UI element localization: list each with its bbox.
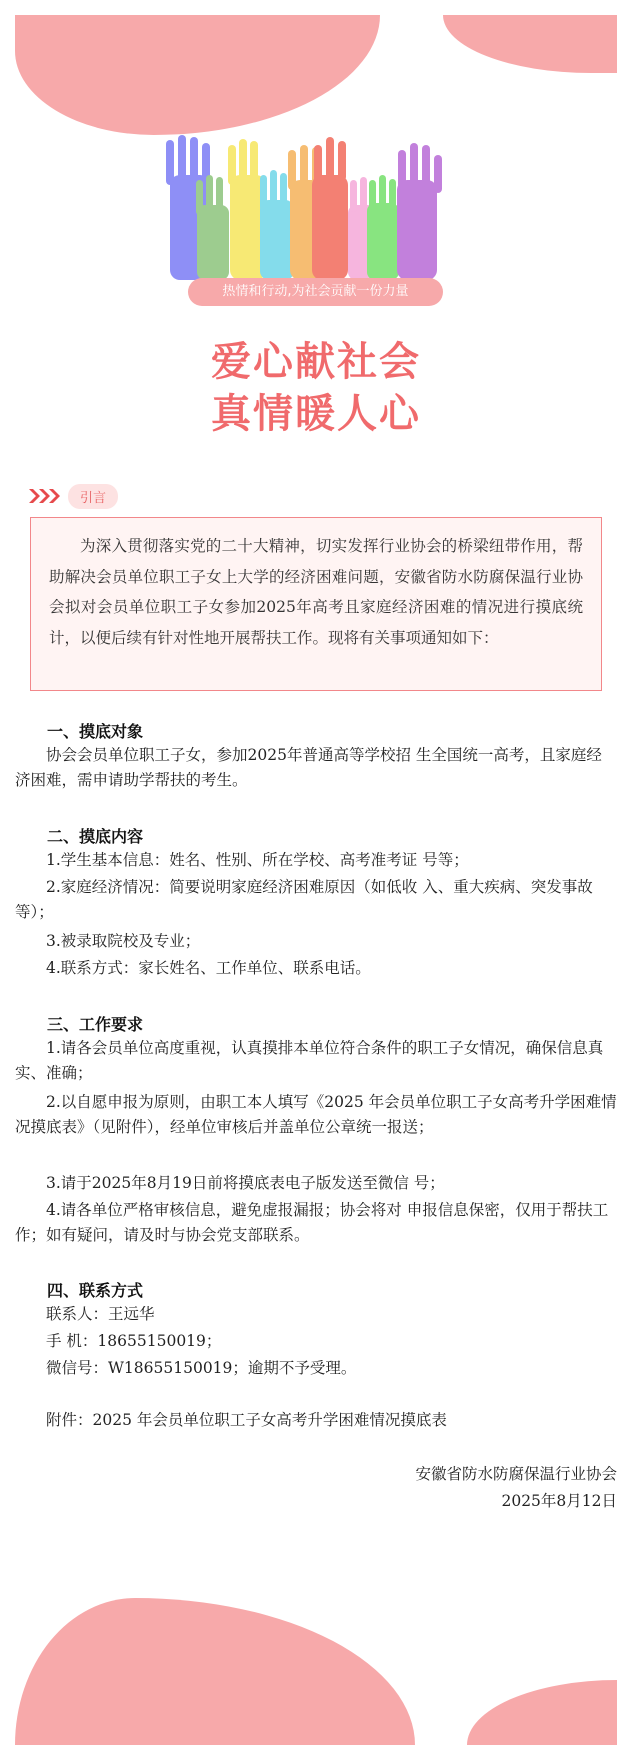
section-paragraph: 2.家庭经济情况：简要说明家庭经济困难原因（如低收 入、重大疾病、突发事故等）； (15, 878, 593, 921)
signature-date: 2025年8月12日 (501, 1492, 617, 1510)
contact-name: 联系人：王远华 (46, 1305, 155, 1323)
section-title-requirements: 三、工作要求 (47, 1015, 144, 1034)
section-paragraph: 2.以自愿申报为原则，由职工本人填写《2025 年会员单位职工子女高考升学困难情况摸底表》（见附件），经单位审核后并盖单位公章统一报送； (15, 1093, 617, 1136)
section-paragraph: 3.被录取院校及专业； (46, 932, 201, 950)
section-title-content: 二、摸底内容 (47, 827, 144, 846)
bottom-right-blob (467, 1680, 617, 1745)
attachment-note: 附件：2025 年会员单位职工子女高考升学困难情况摸底表 (46, 1411, 447, 1429)
contact-phone: 手 机：18655150019； (46, 1332, 222, 1350)
intro-tag: 引言 (68, 484, 118, 509)
section-paragraph: 4.联系方式：家长姓名、工作单位、联系电话。 (46, 959, 371, 977)
headline-line-2: 真情暖人心 (211, 391, 421, 437)
intro-text: 为深入贯彻落实党的二十大精神，切实发挥行业协会的桥梁纽带作用，帮助解决会员单位职工子女上大学的经济困难问题，安徽省防水防腐保温行业协会拟对会员单位职工子女参加2025年高考且家庭经济困难的情况进行摸底统计，以便后续有针对性地开展帮扶工作。现将有关事项通知如下： (49, 537, 583, 647)
section-paragraph: 3.请于2025年8月19日前将摸底表电子版发送至微信 号； (46, 1174, 445, 1192)
headline-line-1: 爱心献社会 (211, 339, 421, 385)
section-paragraph: 4.请各单位严格审核信息，避免虚报漏报；协会将对 申报信息保密，仅用于帮扶工作；如有疑问，请及时与协会党支部联系。 (15, 1201, 609, 1244)
signature-org: 安徽省防水防腐保温行业协会 (415, 1465, 617, 1483)
triple-chevron-icon (28, 487, 62, 505)
raised-hands-illustration (162, 135, 464, 280)
section-paragraph: 1.学生基本信息：姓名、性别、所在学校、高考准考证 号等； (46, 851, 469, 869)
intro-box (30, 517, 602, 691)
intro-header (28, 484, 118, 508)
section-title-targets: 一、摸底对象 (47, 722, 144, 741)
bottom-left-blob (15, 1598, 415, 1745)
section-paragraph: 1.请各会员单位高度重视，认真摸排本单位符合条件的职工子女情况，确保信息真实、准确； (15, 1039, 604, 1082)
section-title-contact: 四、联系方式 (47, 1281, 144, 1300)
section-paragraph: 协会会员单位职工子女，参加2025年普通高等学校招 生全国统一高考，且家庭经济困难，需申请助学帮扶的考生。 (15, 746, 602, 789)
top-right-blob (443, 15, 617, 73)
contact-wechat: 微信号：W18655150019；逾期不予受理。 (46, 1359, 357, 1377)
top-left-blob (15, 15, 380, 135)
slogan-banner: 热情和行动,为社会贡献一份力量 (188, 278, 443, 306)
